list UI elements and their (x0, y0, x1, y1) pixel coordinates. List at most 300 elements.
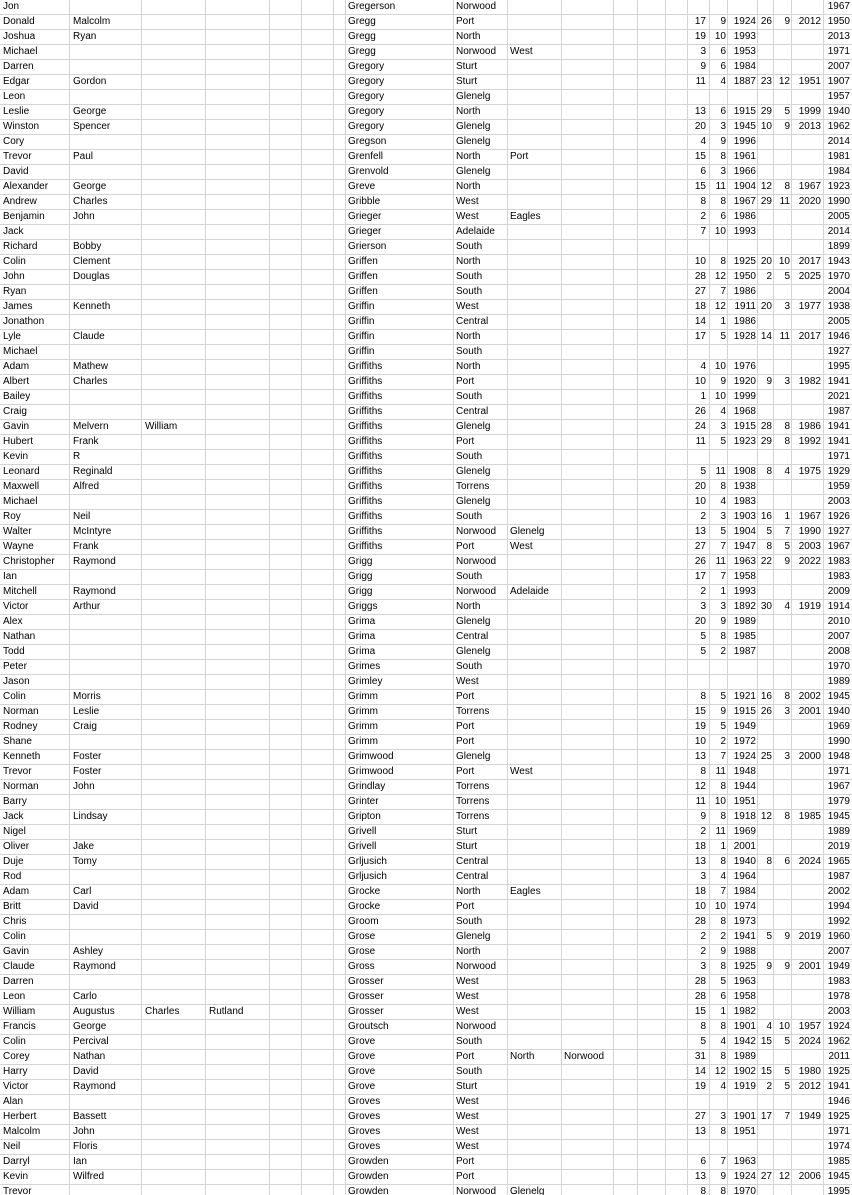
surname-cell[interactable]: Gregory (348, 121, 385, 132)
third-club-cell[interactable] (564, 465, 612, 479)
death-month-cell[interactable] (773, 570, 790, 584)
birth-month-cell[interactable]: 8 (720, 781, 726, 792)
death-day-cell[interactable]: 22 (760, 556, 772, 567)
fourth-name-cell[interactable] (209, 150, 267, 164)
second-club-cell[interactable] (510, 450, 560, 464)
first-name-cell[interactable]: Trevor (3, 766, 32, 777)
birth-month-cell[interactable]: 6 (720, 61, 726, 72)
debut-year-cell[interactable]: 1941 (827, 421, 850, 432)
first-name-cell[interactable]: Walter (3, 526, 32, 537)
club-cell[interactable]: Glenelg (456, 421, 491, 432)
fourth-name-cell[interactable] (209, 750, 267, 764)
death-day-cell[interactable] (757, 450, 772, 464)
death-month-cell[interactable]: 8 (784, 436, 790, 447)
fourth-name-cell[interactable] (209, 1110, 267, 1124)
second-club-cell[interactable] (510, 555, 560, 569)
birth-day-cell[interactable]: 2 (700, 586, 706, 597)
birth-day-cell[interactable] (687, 0, 706, 14)
club-cell[interactable]: Norwood (456, 1021, 497, 1032)
birth-year-cell[interactable]: 1993 (733, 226, 756, 237)
first-name-cell[interactable]: Michael (3, 346, 38, 357)
debut-year-cell[interactable]: 1949 (827, 961, 850, 972)
third-name-cell[interactable] (145, 600, 203, 614)
birth-year-cell[interactable]: 1984 (733, 61, 756, 72)
third-club-cell[interactable] (564, 1185, 612, 1195)
third-name-cell[interactable] (145, 1065, 203, 1079)
debut-year-cell[interactable]: 1962 (827, 121, 850, 132)
birth-month-cell[interactable]: 10 (714, 226, 726, 237)
fourth-name-cell[interactable] (209, 855, 267, 869)
middle-name-cell[interactable]: Neil (73, 511, 91, 522)
death-year-cell[interactable] (791, 885, 821, 899)
club-cell[interactable]: Port (456, 436, 475, 447)
first-name-cell[interactable]: Victor (3, 601, 29, 612)
death-day-cell[interactable] (757, 870, 772, 884)
third-name-cell[interactable] (145, 300, 203, 314)
second-club-cell[interactable] (510, 780, 560, 794)
third-name-cell[interactable] (145, 210, 203, 224)
third-name-cell[interactable] (145, 630, 203, 644)
first-name-cell[interactable]: Donald (3, 16, 35, 27)
death-day-cell[interactable] (757, 825, 772, 839)
second-club-cell[interactable] (510, 240, 560, 254)
death-day-cell[interactable]: 30 (760, 601, 772, 612)
birth-year-cell[interactable]: 1902 (733, 1066, 756, 1077)
surname-cell[interactable]: Groutsch (348, 1021, 389, 1032)
club-cell[interactable]: Port (456, 1051, 475, 1062)
death-year-cell[interactable]: 2012 (798, 1081, 821, 1092)
birth-month-cell[interactable]: 9 (720, 1171, 726, 1182)
death-day-cell[interactable] (757, 975, 772, 989)
third-club-cell[interactable] (564, 390, 612, 404)
death-day-cell[interactable]: 17 (760, 1111, 772, 1122)
first-name-cell[interactable]: Bailey (3, 391, 31, 402)
birth-year-cell[interactable] (728, 0, 756, 14)
birth-year-cell[interactable]: 1944 (733, 781, 756, 792)
club-cell[interactable]: Glenelg (456, 751, 491, 762)
birth-day-cell[interactable]: 9 (700, 811, 706, 822)
birth-year-cell[interactable]: 1988 (733, 946, 756, 957)
death-month-cell[interactable] (773, 870, 790, 884)
surname-cell[interactable]: Grosser (348, 1006, 384, 1017)
surname-cell[interactable]: Grindlay (348, 781, 386, 792)
birth-day-cell[interactable]: 3 (700, 871, 706, 882)
death-year-cell[interactable]: 2001 (798, 961, 821, 972)
third-name-cell[interactable] (145, 375, 203, 389)
death-year-cell[interactable]: 1975 (798, 466, 821, 477)
debut-year-cell[interactable]: 1987 (827, 406, 850, 417)
first-name-cell[interactable]: Richard (3, 241, 38, 252)
birth-day-cell[interactable]: 5 (700, 1036, 706, 1047)
debut-year-cell[interactable]: 2014 (827, 136, 850, 147)
second-club-cell[interactable] (510, 165, 560, 179)
death-year-cell[interactable]: 1949 (798, 1111, 821, 1122)
death-year-cell[interactable]: 2022 (798, 556, 821, 567)
third-club-cell[interactable] (564, 1005, 612, 1019)
death-month-cell[interactable] (773, 90, 790, 104)
first-name-cell[interactable]: Britt (3, 901, 21, 912)
surname-cell[interactable]: Gregory (348, 61, 385, 72)
third-club-cell[interactable] (564, 420, 612, 434)
death-day-cell[interactable]: 4 (766, 1021, 772, 1032)
birth-month-cell[interactable]: 8 (720, 811, 726, 822)
first-name-cell[interactable]: Ian (3, 571, 17, 582)
club-cell[interactable]: Norwood (456, 586, 497, 597)
middle-name-cell[interactable]: Malcolm (73, 16, 111, 27)
third-name-cell[interactable] (145, 270, 203, 284)
birth-month-cell[interactable]: 6 (720, 46, 726, 57)
middle-name-cell[interactable]: John (73, 781, 95, 792)
birth-year-cell[interactable]: 1951 (733, 796, 756, 807)
birth-year-cell[interactable]: 1925 (733, 961, 756, 972)
third-name-cell[interactable] (145, 1140, 203, 1154)
middle-name-cell[interactable] (73, 390, 139, 404)
birth-day-cell[interactable]: 11 (695, 76, 706, 87)
birth-month-cell[interactable]: 11 (715, 556, 726, 567)
middle-name-cell[interactable]: Morris (73, 691, 101, 702)
second-club-cell[interactable] (510, 1080, 560, 1094)
debut-year-cell[interactable]: 2014 (827, 226, 850, 237)
third-name-cell[interactable] (145, 1155, 203, 1169)
fourth-name-cell[interactable] (209, 450, 267, 464)
first-name-cell[interactable]: Herbert (3, 1111, 37, 1122)
death-day-cell[interactable]: 16 (760, 511, 772, 522)
death-month-cell[interactable]: 5 (784, 1036, 790, 1047)
club-cell[interactable]: South (456, 1066, 483, 1077)
club-cell[interactable]: West (456, 676, 479, 687)
debut-year-cell[interactable]: 1971 (827, 46, 850, 57)
death-year-cell[interactable]: 1957 (798, 1021, 821, 1032)
death-year-cell[interactable] (791, 495, 821, 509)
surname-cell[interactable]: Griffiths (348, 436, 383, 447)
third-club-cell[interactable] (564, 870, 612, 884)
first-name-cell[interactable]: Michael (3, 496, 38, 507)
second-club-cell[interactable] (510, 330, 560, 344)
death-day-cell[interactable] (757, 990, 772, 1004)
death-year-cell[interactable]: 1992 (798, 436, 821, 447)
first-name-cell[interactable]: Christopher (3, 556, 55, 567)
birth-day-cell[interactable]: 7 (700, 226, 706, 237)
third-name-cell[interactable] (145, 225, 203, 239)
debut-year-cell[interactable]: 1923 (827, 181, 850, 192)
fourth-name-cell[interactable] (209, 1125, 267, 1139)
surname-cell[interactable]: Grivell (348, 841, 377, 852)
second-club-cell[interactable] (510, 255, 560, 269)
club-cell[interactable]: Glenelg (456, 91, 491, 102)
third-name-cell[interactable] (145, 900, 203, 914)
surname-cell[interactable]: Griffiths (348, 511, 383, 522)
debut-year-cell[interactable]: 1974 (827, 1141, 850, 1152)
death-day-cell[interactable] (757, 30, 772, 44)
death-year-cell[interactable] (791, 795, 821, 809)
first-name-cell[interactable]: Todd (3, 646, 25, 657)
death-year-cell[interactable] (791, 210, 821, 224)
debut-year-cell[interactable]: 2007 (827, 61, 850, 72)
death-year-cell[interactable] (791, 945, 821, 959)
third-name-cell[interactable] (145, 1095, 203, 1109)
birth-day-cell[interactable]: 13 (694, 751, 706, 762)
first-name-cell[interactable]: Trevor (3, 1186, 32, 1195)
second-club-cell[interactable] (510, 30, 560, 44)
surname-cell[interactable]: Gregg (348, 31, 376, 42)
birth-day-cell[interactable]: 27 (694, 541, 706, 552)
birth-month-cell[interactable]: 9 (720, 136, 726, 147)
surname-cell[interactable]: Grenfell (348, 151, 384, 162)
surname-cell[interactable]: Grima (348, 646, 376, 657)
surname-cell[interactable]: Grieger (348, 226, 382, 237)
fourth-name-cell[interactable] (209, 1185, 267, 1195)
club-cell[interactable]: West (456, 211, 479, 222)
second-club-cell[interactable] (510, 390, 560, 404)
middle-name-cell[interactable]: R (73, 451, 81, 462)
middle-name-cell[interactable] (73, 675, 139, 689)
third-name-cell[interactable] (145, 15, 203, 29)
birth-year-cell[interactable]: 1963 (733, 1156, 756, 1167)
death-month-cell[interactable] (773, 765, 790, 779)
third-name-cell[interactable] (145, 615, 203, 629)
birth-day-cell[interactable]: 13 (694, 1171, 706, 1182)
debut-year-cell[interactable]: 1969 (827, 721, 850, 732)
death-year-cell[interactable] (791, 675, 821, 689)
first-name-cell[interactable]: Leon (3, 991, 26, 1002)
birth-month-cell[interactable]: 8 (720, 151, 726, 162)
death-day-cell[interactable]: 29 (760, 196, 772, 207)
surname-cell[interactable]: Grinter (348, 796, 379, 807)
second-club-cell[interactable] (510, 960, 560, 974)
club-cell[interactable]: Sturt (456, 826, 478, 837)
second-club-cell[interactable] (510, 750, 560, 764)
club-cell[interactable]: North (456, 946, 481, 957)
club-cell[interactable]: Port (456, 691, 475, 702)
death-month-cell[interactable]: 5 (784, 1081, 790, 1092)
birth-year-cell[interactable]: 1961 (733, 151, 756, 162)
surname-cell[interactable]: Grove (348, 1081, 376, 1092)
death-day-cell[interactable]: 29 (760, 106, 772, 117)
death-year-cell[interactable]: 2017 (798, 256, 821, 267)
second-club-cell[interactable] (510, 420, 560, 434)
third-name-cell[interactable] (145, 930, 203, 944)
surname-cell[interactable]: Griffiths (348, 376, 383, 387)
third-name-cell[interactable] (145, 555, 203, 569)
middle-name-cell[interactable] (73, 795, 139, 809)
fourth-name-cell[interactable] (209, 60, 267, 74)
first-name-cell[interactable]: James (3, 301, 33, 312)
club-cell[interactable]: South (456, 241, 483, 252)
death-year-cell[interactable] (791, 240, 821, 254)
fourth-name-cell[interactable] (209, 240, 267, 254)
first-name-cell[interactable]: Nigel (3, 826, 26, 837)
birth-day-cell[interactable]: 9 (700, 61, 706, 72)
club-cell[interactable]: South (456, 1036, 483, 1047)
surname-cell[interactable]: Grierson (348, 241, 387, 252)
middle-name-cell[interactable] (73, 135, 139, 149)
second-club-cell[interactable] (510, 480, 560, 494)
birth-year-cell[interactable]: 1968 (733, 406, 756, 417)
birth-month-cell[interactable]: 9 (720, 616, 726, 627)
birth-year-cell[interactable]: 1993 (733, 586, 756, 597)
death-year-cell[interactable] (791, 90, 821, 104)
debut-year-cell[interactable]: 2007 (827, 631, 850, 642)
first-name-cell[interactable]: Jack (3, 811, 24, 822)
fourth-name-cell[interactable] (209, 525, 267, 539)
death-month-cell[interactable] (773, 165, 790, 179)
death-year-cell[interactable] (791, 165, 821, 179)
birth-year-cell[interactable]: 1892 (733, 601, 756, 612)
birth-day-cell[interactable]: 5 (700, 466, 706, 477)
death-month-cell[interactable] (773, 900, 790, 914)
second-club-cell[interactable] (510, 870, 560, 884)
birth-day-cell[interactable]: 6 (700, 1156, 706, 1167)
birth-year-cell[interactable]: 1941 (733, 931, 756, 942)
death-day-cell[interactable]: 29 (760, 436, 772, 447)
middle-name-cell[interactable] (73, 1095, 139, 1109)
debut-year-cell[interactable]: 1948 (827, 751, 850, 762)
second-club-cell[interactable] (510, 840, 560, 854)
club-cell[interactable]: Central (456, 871, 489, 882)
third-club-cell[interactable] (564, 555, 612, 569)
surname-cell[interactable]: Gregory (348, 76, 385, 87)
death-year-cell[interactable]: 1982 (798, 376, 821, 387)
third-club-cell[interactable] (564, 720, 612, 734)
birth-day-cell[interactable]: 27 (694, 1111, 706, 1122)
first-name-cell[interactable]: Gavin (3, 946, 30, 957)
death-month-cell[interactable] (773, 1140, 790, 1154)
first-name-cell[interactable]: Shane (3, 736, 32, 747)
birth-year-cell[interactable]: 1976 (733, 361, 756, 372)
third-name-cell[interactable] (145, 495, 203, 509)
second-club-cell[interactable] (510, 930, 560, 944)
birth-day-cell[interactable]: 8 (700, 196, 706, 207)
birth-year-cell[interactable]: 1923 (733, 436, 756, 447)
fourth-name-cell[interactable] (209, 180, 267, 194)
death-day-cell[interactable] (757, 885, 772, 899)
death-day-cell[interactable]: 9 (766, 961, 772, 972)
third-club-cell[interactable] (564, 45, 612, 59)
death-year-cell[interactable] (791, 780, 821, 794)
death-day-cell[interactable]: 5 (766, 931, 772, 942)
death-day-cell[interactable] (757, 765, 772, 779)
birth-day-cell[interactable]: 14 (694, 1066, 706, 1077)
first-name-cell[interactable]: Jason (3, 676, 30, 687)
death-month-cell[interactable]: 9 (784, 931, 790, 942)
death-month-cell[interactable] (773, 480, 790, 494)
debut-year-cell[interactable]: 1970 (827, 271, 850, 282)
birth-month-cell[interactable]: 9 (720, 946, 726, 957)
death-day-cell[interactable] (757, 795, 772, 809)
club-cell[interactable]: West (456, 1141, 479, 1152)
middle-name-cell[interactable]: Mathew (73, 361, 109, 372)
third-club-cell[interactable] (564, 645, 612, 659)
birth-month-cell[interactable]: 7 (720, 1156, 726, 1167)
birth-day-cell[interactable]: 19 (694, 721, 706, 732)
debut-year-cell[interactable]: 1941 (827, 436, 850, 447)
birth-month-cell[interactable]: 6 (720, 211, 726, 222)
second-club-cell[interactable]: West (510, 46, 533, 57)
surname-cell[interactable]: Gregg (348, 46, 376, 57)
club-cell[interactable]: Central (456, 631, 489, 642)
birth-year-cell[interactable]: 1974 (733, 901, 756, 912)
birth-day-cell[interactable]: 5 (700, 646, 706, 657)
third-name-cell[interactable] (145, 120, 203, 134)
first-name-cell[interactable]: Neil (3, 1141, 21, 1152)
death-year-cell[interactable] (791, 990, 821, 1004)
third-club-cell[interactable] (564, 540, 612, 554)
first-name-cell[interactable]: Colin (3, 1036, 26, 1047)
birth-year-cell[interactable]: 1989 (733, 616, 756, 627)
middle-name-cell[interactable]: Melvern (73, 421, 109, 432)
third-name-cell[interactable] (145, 90, 203, 104)
club-cell[interactable]: North (456, 181, 481, 192)
death-year-cell[interactable] (791, 735, 821, 749)
surname-cell[interactable]: Gregerson (348, 1, 396, 12)
birth-month-cell[interactable]: 4 (720, 496, 726, 507)
death-day-cell[interactable] (757, 0, 772, 14)
debut-year-cell[interactable]: 1925 (827, 1066, 850, 1077)
birth-month-cell[interactable]: 1 (720, 841, 726, 852)
debut-year-cell[interactable]: 2005 (827, 316, 850, 327)
birth-year-cell[interactable] (728, 90, 756, 104)
birth-month-cell[interactable]: 11 (715, 466, 726, 477)
debut-year-cell[interactable]: 1994 (827, 901, 850, 912)
club-cell[interactable]: North (456, 151, 481, 162)
third-club-cell[interactable] (564, 615, 612, 629)
third-club-cell[interactable] (564, 435, 612, 449)
death-year-cell[interactable] (791, 660, 821, 674)
fourth-name-cell[interactable] (209, 630, 267, 644)
death-year-cell[interactable]: 1985 (798, 811, 821, 822)
birth-month-cell[interactable]: 3 (720, 421, 726, 432)
third-club-cell[interactable] (564, 900, 612, 914)
birth-year-cell[interactable]: 1951 (733, 1126, 756, 1137)
birth-year-cell[interactable] (728, 345, 756, 359)
first-name-cell[interactable]: Norman (3, 706, 39, 717)
third-club-cell[interactable] (564, 105, 612, 119)
birth-day-cell[interactable]: 20 (694, 481, 706, 492)
middle-name-cell[interactable]: Raymond (73, 586, 116, 597)
first-name-cell[interactable]: Duje (3, 856, 24, 867)
third-name-cell[interactable] (145, 1050, 203, 1064)
birth-year-cell[interactable] (728, 1140, 756, 1154)
first-name-cell[interactable]: Darren (3, 61, 34, 72)
birth-day-cell[interactable]: 3 (700, 961, 706, 972)
middle-name-cell[interactable] (73, 0, 139, 14)
surname-cell[interactable]: Grosser (348, 976, 384, 987)
debut-year-cell[interactable]: 2011 (828, 1051, 850, 1062)
club-cell[interactable]: Torrens (456, 706, 490, 717)
death-year-cell[interactable] (791, 480, 821, 494)
surname-cell[interactable]: Griffiths (348, 406, 383, 417)
birth-day-cell[interactable]: 15 (694, 706, 706, 717)
third-name-cell[interactable] (145, 0, 203, 14)
death-month-cell[interactable]: 5 (784, 541, 790, 552)
first-name-cell[interactable]: David (3, 166, 29, 177)
birth-year-cell[interactable]: 1928 (733, 331, 756, 342)
birth-month-cell[interactable]: 10 (714, 31, 726, 42)
third-club-cell[interactable] (564, 1170, 612, 1184)
third-name-cell[interactable] (145, 1170, 203, 1184)
birth-year-cell[interactable]: 1950 (733, 271, 756, 282)
third-name-cell[interactable] (145, 345, 203, 359)
death-year-cell[interactable] (791, 285, 821, 299)
birth-year-cell[interactable]: 1948 (733, 766, 756, 777)
third-name-cell[interactable] (145, 975, 203, 989)
third-club-cell[interactable] (564, 1095, 612, 1109)
club-cell[interactable]: South (456, 346, 483, 357)
death-day-cell[interactable] (757, 1050, 772, 1064)
club-cell[interactable]: Sturt (456, 1081, 478, 1092)
second-club-cell[interactable] (510, 285, 560, 299)
third-name-cell[interactable] (145, 45, 203, 59)
